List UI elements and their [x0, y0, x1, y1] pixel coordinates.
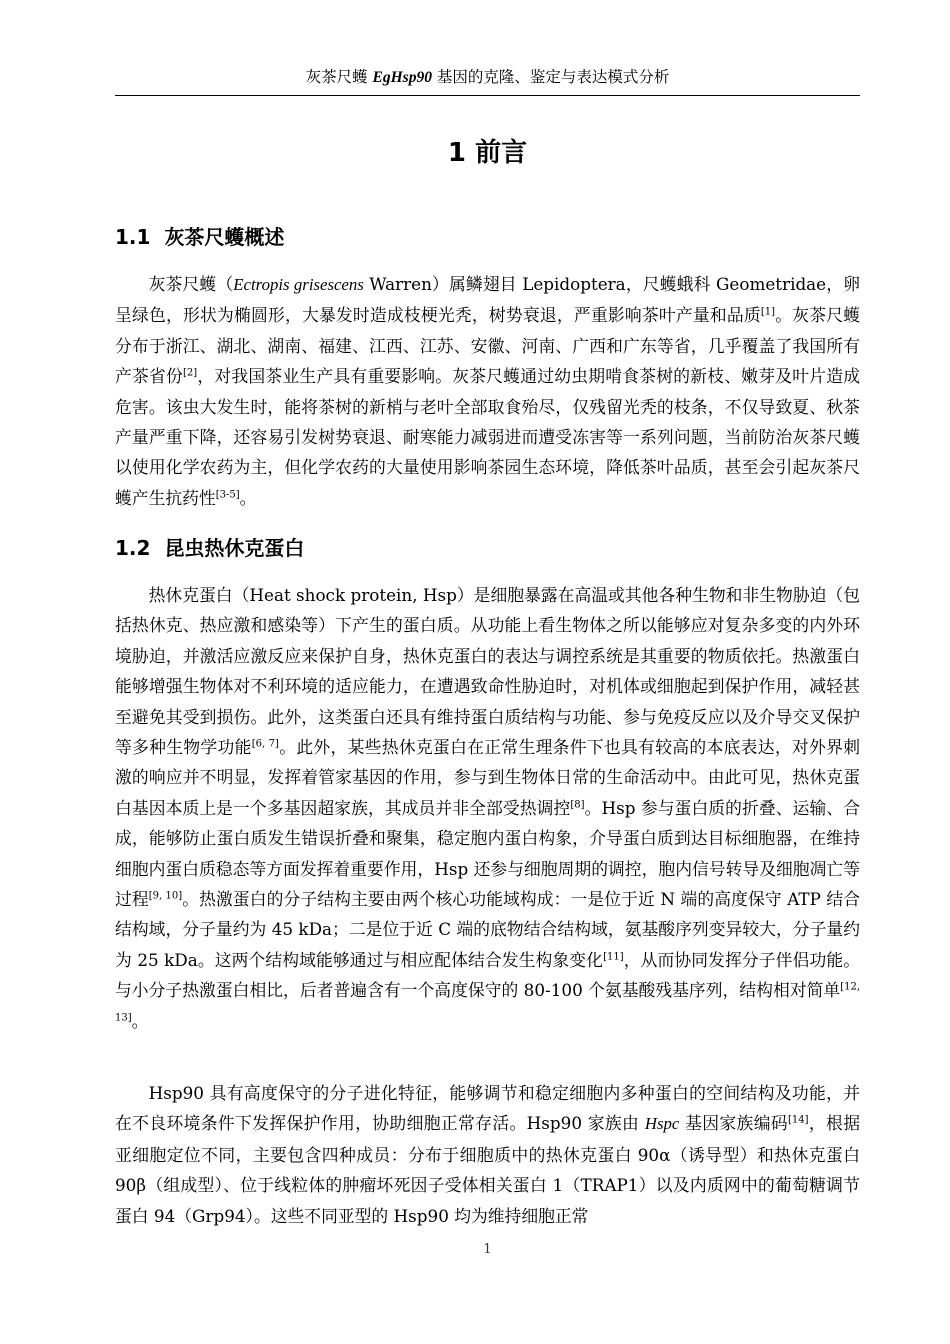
text-run: 。: [239, 487, 257, 508]
paragraph: [115, 269, 860, 513]
section-title: 灰茶尺蠖概述: [164, 225, 285, 249]
text-run: 热休克蛋白（Heat shock protein, Hsp）是细胞暴露在高温或其他各种生物和非生物胁迫（包括热休克、热应激和感染等）下产生的蛋白质。从功能上看生物体之所以能够应对复杂多变的内外环境胁迫，并激活应激反应来保护自身，热休克蛋白的表达与调控系统是其重要的物质依托。热激蛋白能够增强生物体对不利环境的适应能力，在遭遇致命性胁迫时，对机体或细胞起到保护作用，减轻甚至避免其受到损伤。此外，这类蛋白还具有维持蛋白质结构与功能、参与免疫反应以及介导交叉保护等多种生物学功能: [115, 585, 860, 758]
citation: [12, 13]: [115, 981, 860, 1024]
text-run: Warren）属鳞翅目 Lepidoptera，尺蠖蛾科 Geometridae，卵呈绿色，形状为椭圆形，大暴发时造成枝梗光秃，树势衰退，严重影响茶叶产量和品质: [115, 274, 860, 326]
section-heading-1-1: [115, 222, 860, 252]
citation: [6, 7]: [251, 738, 279, 750]
text-run: 。灰茶尺蠖分布于浙江、湖北、湖南、福建、江西、江苏、安徽、河南、广西和广东等省，几乎覆盖了我国所有产茶省份: [115, 305, 860, 387]
citation: [14]: [788, 1114, 809, 1126]
citation: [9, 10]: [148, 890, 183, 902]
text-run: Hsp90 具有高度保守的分子进化特征，能够调节和稳定细胞内多种蛋白的空间结构及功能，并在不良环境条件下发挥保护作用，协助细胞正常存活。Hsp90 家族由: [115, 1083, 860, 1134]
section-heading-1-2: [115, 533, 860, 563]
chapter-title: 1 前言: [447, 138, 528, 168]
citation: [3-5]: [215, 489, 240, 501]
gene-name: Hspc: [644, 1114, 680, 1134]
header-gene-name: EgHsp90: [372, 69, 432, 86]
text-run: 。Hsp 参与蛋白质的折叠、运输、合成，能够防止蛋白质发生错误折叠和聚集，稳定胞内蛋白构象，介导蛋白质到达目标细胞器，在维持细胞内蛋白质稳态等方面发挥着重要作用，Hsp 还参与细胞周期的调控，胞内信号转导及细胞凋亡等过程: [115, 797, 860, 910]
page-number: 1: [483, 1242, 492, 1257]
header-suffix: 基因的克隆、鉴定与表达模式分析: [431, 68, 670, 86]
running-header: [115, 66, 860, 89]
text-run: 灰茶尺蠖（: [148, 274, 234, 294]
text-run: 基因家族编码: [679, 1113, 788, 1134]
text-run: ，根据亚细胞定位不同，主要包含四种成员：分布于细胞质中的热休克蛋白 90α（诱导型）和热休克蛋白 90β（组成型）、位于线粒体的肿瘤坏死因子受体相关蛋白 1（TRAP1）以及内质网中的葡萄糖调节蛋白 94（Grp94）。这些不同亚型的 Hsp90 均为维持细胞正常: [115, 1113, 860, 1226]
text-run: 。: [131, 1010, 149, 1031]
text-run: ，对我国茶业生产具有重要影响。灰茶尺蠖通过幼虫期啃食茶树的新枝、嫩芽及叶片造成危害。该虫大发生时，能将茶树的新梢与老叶全部取食殆尽，仅残留光秃的枝条，不仅导致夏、秋茶产量严重下降，还容易引发树势衰退、耐寒能力减弱进而遭受冻害等一系列问题，当前防治灰茶尺蠖以使用化学农药为主，但化学农药的大量使用影响茶园生态环境，降低茶叶品质，甚至会引起灰茶尺蠖产生抗药性: [115, 366, 860, 508]
paragraph: [115, 1078, 860, 1231]
section-title: 昆虫热休克蛋白: [164, 536, 305, 560]
citation: [2]: [182, 367, 198, 379]
text-run: 。此外，某些热休克蛋白在正常生理条件下也具有较高的本底表达，对外界刺激的响应并不明显，发挥着管家基因的作用，参与到生物体日常的生命活动中。由此可见，热休克蛋白基因本质上是一个多基因超家族，其成员并非全部受热调控: [115, 737, 860, 818]
header-prefix: 灰茶尺蠖: [305, 68, 373, 86]
section-number: 1.1: [115, 225, 151, 249]
citation: [1]: [760, 306, 775, 318]
text-run: 。热激蛋白的分子结构主要由两个核心功能域构成：一是位于近 N 端的高度保守 ATP 结合结构域，分子量约为 45 kDa；二是位于近 C 端的底物结合结构域，氨基酸序列变异较大，分子量约为 25 kDa。这两个结构域能够通过与相应配体结合发生构象变化: [115, 889, 860, 970]
citation: [11]: [603, 951, 624, 963]
header-rule: [115, 95, 860, 96]
paragraph: [115, 580, 860, 1036]
citation: [8]: [570, 799, 585, 811]
species-name: Ectropis grisescens: [233, 275, 364, 294]
section-number: 1.2: [115, 536, 151, 560]
text-run: ，从而协同发挥分子伴侣功能。与小分子热激蛋白相比，后者普遍含有一个高度保守的 80-100 个氨基酸残基序列，结构相对简单: [115, 949, 860, 1001]
